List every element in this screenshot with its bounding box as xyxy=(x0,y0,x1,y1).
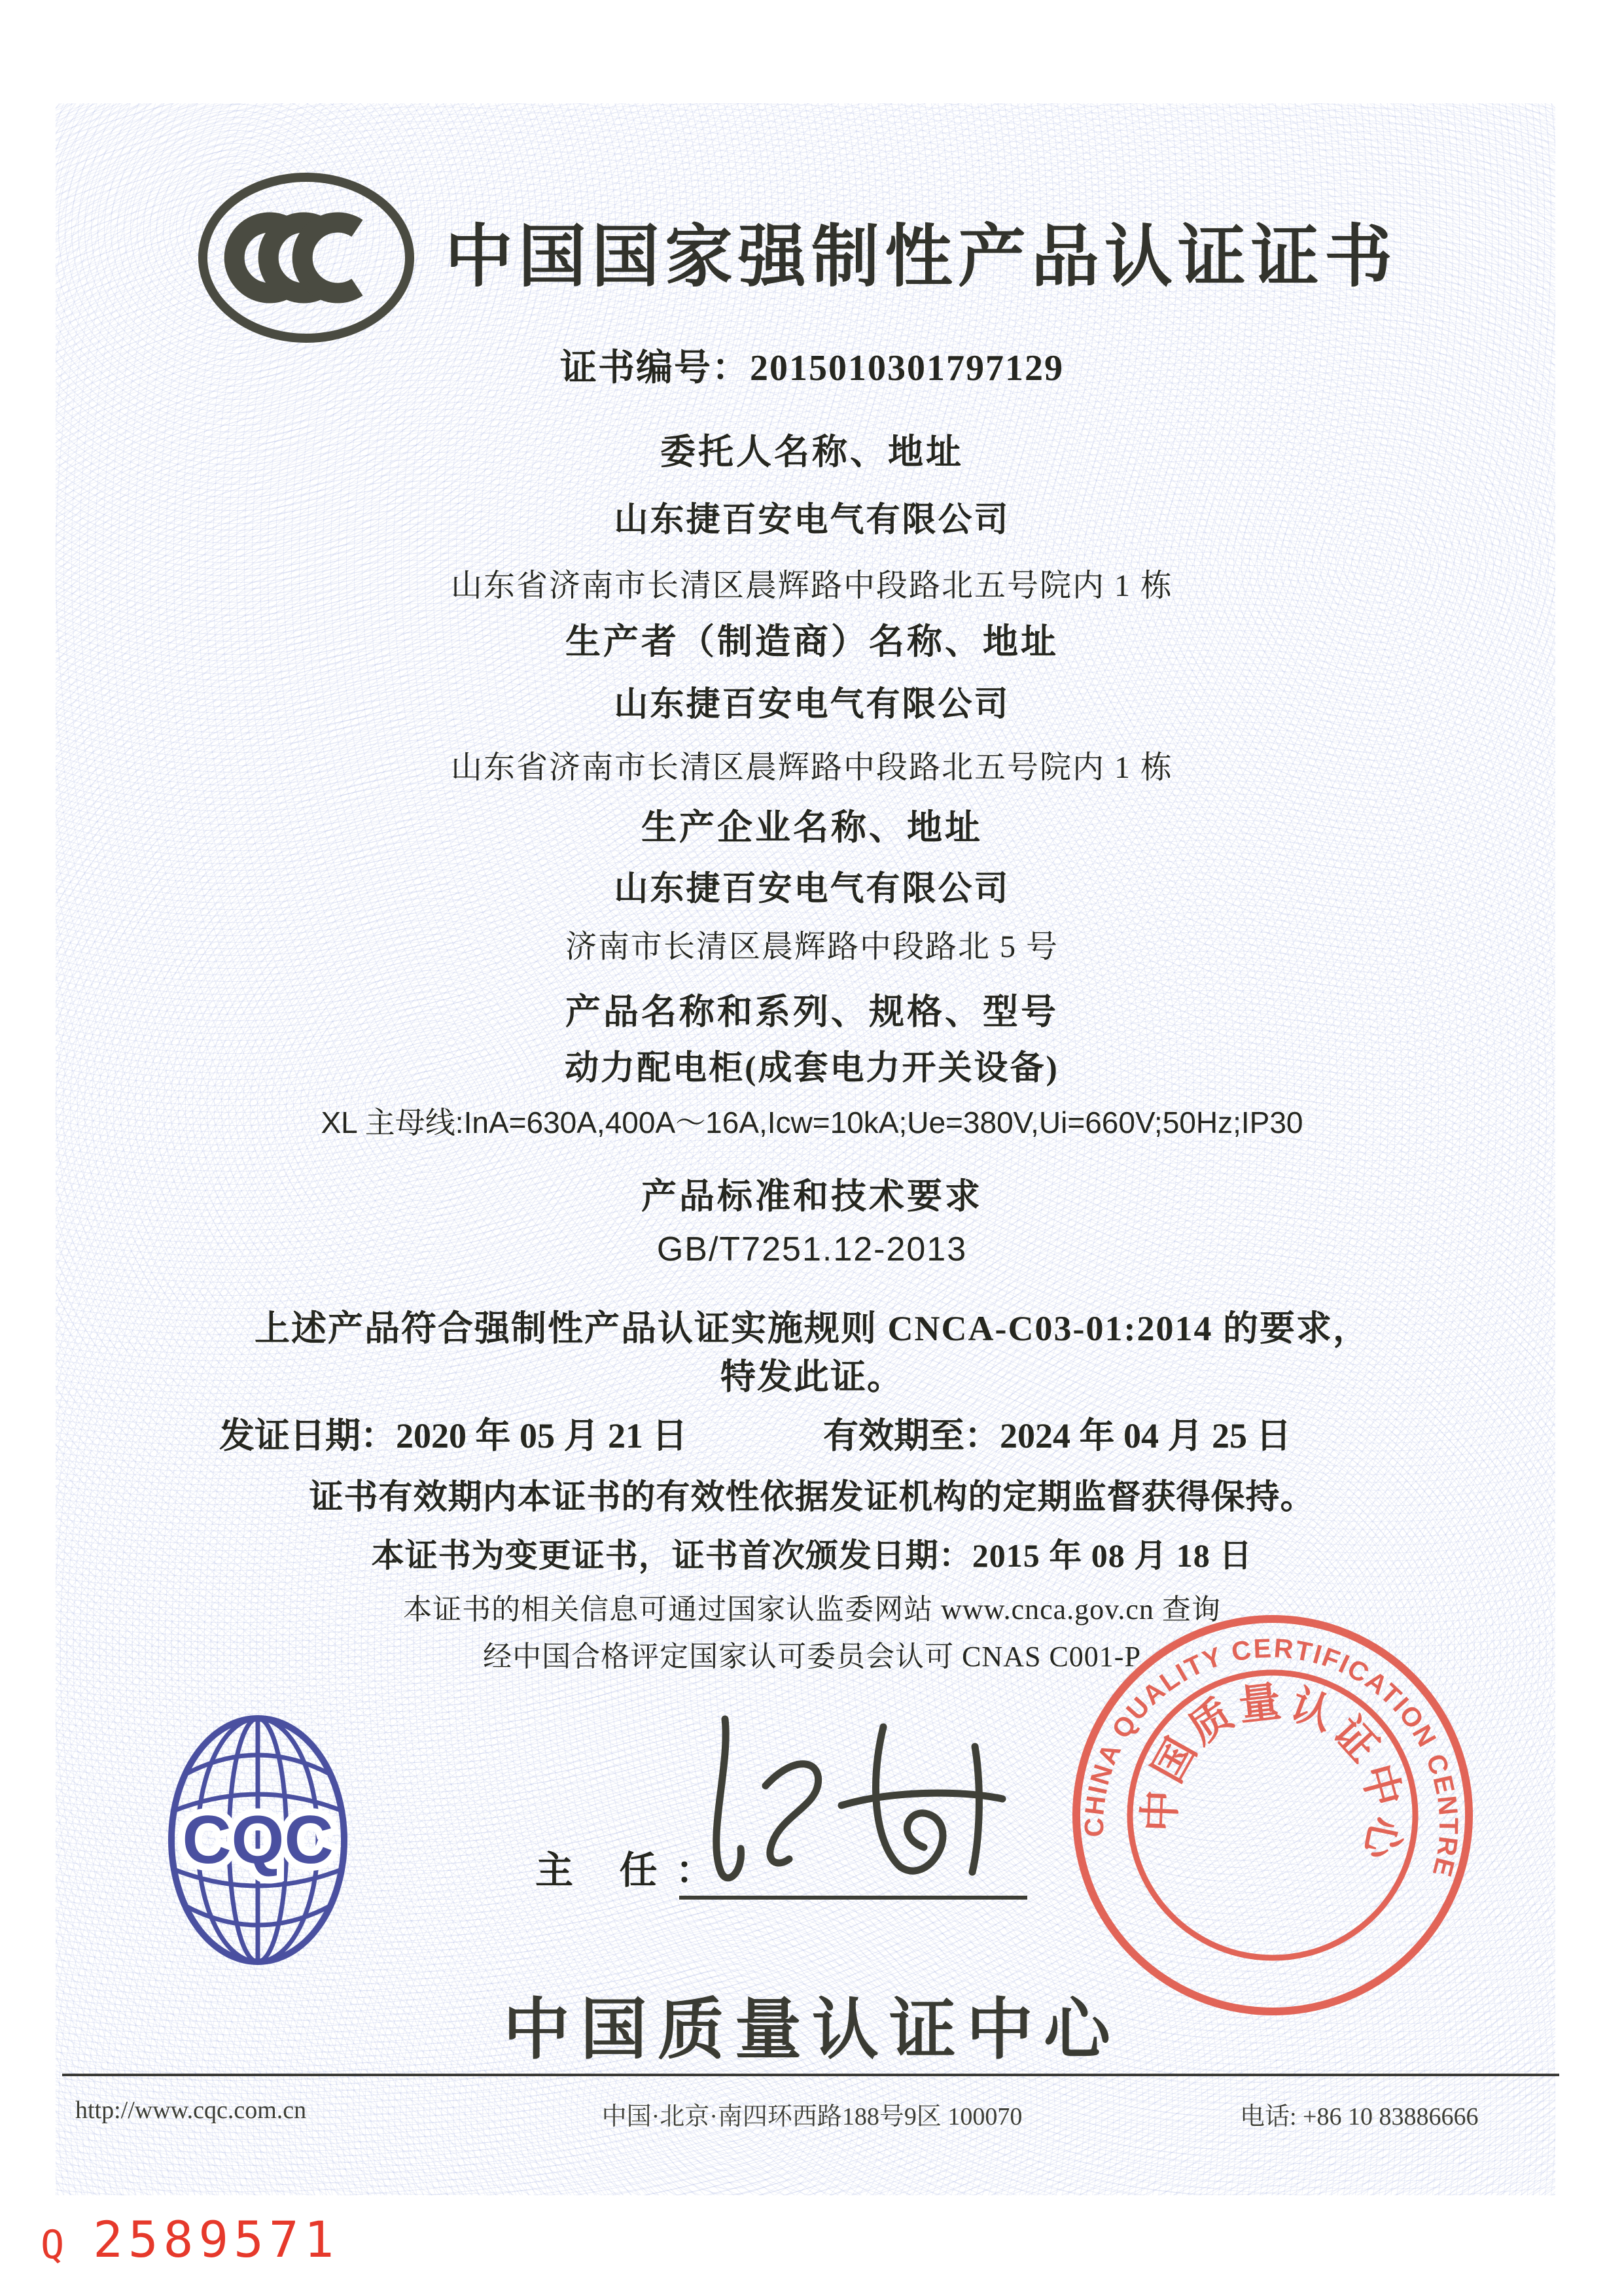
signature-underline xyxy=(679,1896,1027,1900)
stamp-ring-text: CHINA QUALITY CERTIFICATION CENTRE xyxy=(1079,1633,1464,1884)
product-section-label: 产品名称和系列、规格、型号 xyxy=(565,992,1059,1032)
standard-value: GB/T7251.12-2013 xyxy=(656,1230,968,1268)
director-label: 主 任： xyxy=(535,1849,732,1892)
info-line-2: 经中国合格评定国家认可委员会认可 CNAS C001-P xyxy=(483,1641,1141,1673)
cqc-logo-icon xyxy=(165,1711,351,1969)
cqc-logo-text: CQC xyxy=(182,1802,334,1878)
statement-line-2: 特发此证。 xyxy=(720,1357,904,1397)
ccc-logo-icon xyxy=(194,169,421,347)
manufacturer-address: 山东省济南市长清区晨辉路中段路北五号院内 1 栋 xyxy=(450,750,1173,785)
manufacturer-name: 山东捷百安电气有限公司 xyxy=(614,686,1010,723)
info-line-1: 本证书的相关信息可通过国家认监委网站 www.cnca.gov.cn 查询 xyxy=(403,1593,1221,1626)
certificate-number-value: 2015010301797129 xyxy=(750,348,1064,389)
stamp-inner-text: 中国质量认证中心 xyxy=(1135,1677,1411,1864)
factory-section-label: 生产企业名称、地址 xyxy=(641,808,983,847)
change-note: 本证书为变更证书，证书首次颁发日期：2015 年 08 月 18 日 xyxy=(371,1537,1253,1574)
statement-line-1: 上述产品符合强制性产品认证实施规则 CNCA-C03-01:2014 的要求， xyxy=(255,1309,1369,1348)
footer-divider xyxy=(62,2074,1559,2076)
serial-number xyxy=(41,2210,340,2269)
applicant-address: 山东省济南市长清区晨辉路中段路北五号院内 1 栋 xyxy=(450,568,1173,603)
expiry-date: 有效期至：2024 年 04 月 25 日 xyxy=(823,1416,1292,1455)
svg-text:CHINA QUALITY CERTIFICATION xyxy=(1076,1610,1486,1883)
footer-website: http://www.cqc.com.cn xyxy=(75,2096,307,2124)
issue-date: 发证日期：2020 年 05 月 21 日 xyxy=(219,1416,688,1455)
director-signature xyxy=(667,1707,1034,1904)
applicant-name: 山东捷百安电气有限公司 xyxy=(614,502,1010,539)
footer-phone: 电话: +86 10 83886666 xyxy=(1240,2103,1479,2131)
certificate-title: 中国国家强制性产品认证证书 xyxy=(445,220,1398,295)
manufacturer-section-label: 生产者（制造商）名称、地址 xyxy=(565,622,1059,661)
standard-section-label: 产品标准和技术要求 xyxy=(641,1177,983,1216)
serial-digits: 2589571 xyxy=(93,2210,340,2269)
factory-name: 山东捷百安电气有限公司 xyxy=(614,871,1010,908)
product-name: 动力配电柜(成套电力开关设备) xyxy=(565,1050,1059,1087)
product-spec: XL 主母线:InA=630A,400A～16A,Icw=10kA;Ue=380V,Ui=660V;50Hz;IP30 xyxy=(321,1105,1303,1139)
footer-address: 中国·北京·南四环西路188号9区 100070 xyxy=(601,2103,1023,2131)
serial-prefix: Q xyxy=(41,2222,65,2268)
certificate-number-label: 证书编号： xyxy=(560,348,750,389)
validity-note: 证书有效期内本证书的有效性依据发证机构的定期监督获得保持。 xyxy=(309,1479,1315,1516)
certificate-number xyxy=(0,339,1624,391)
issuer-title: 中国质量认证中心 xyxy=(503,1994,1121,2068)
applicant-section-label: 委托人名称、地址 xyxy=(660,432,964,472)
factory-address: 济南市长清区晨辉路中段路北 5 号 xyxy=(565,930,1059,964)
